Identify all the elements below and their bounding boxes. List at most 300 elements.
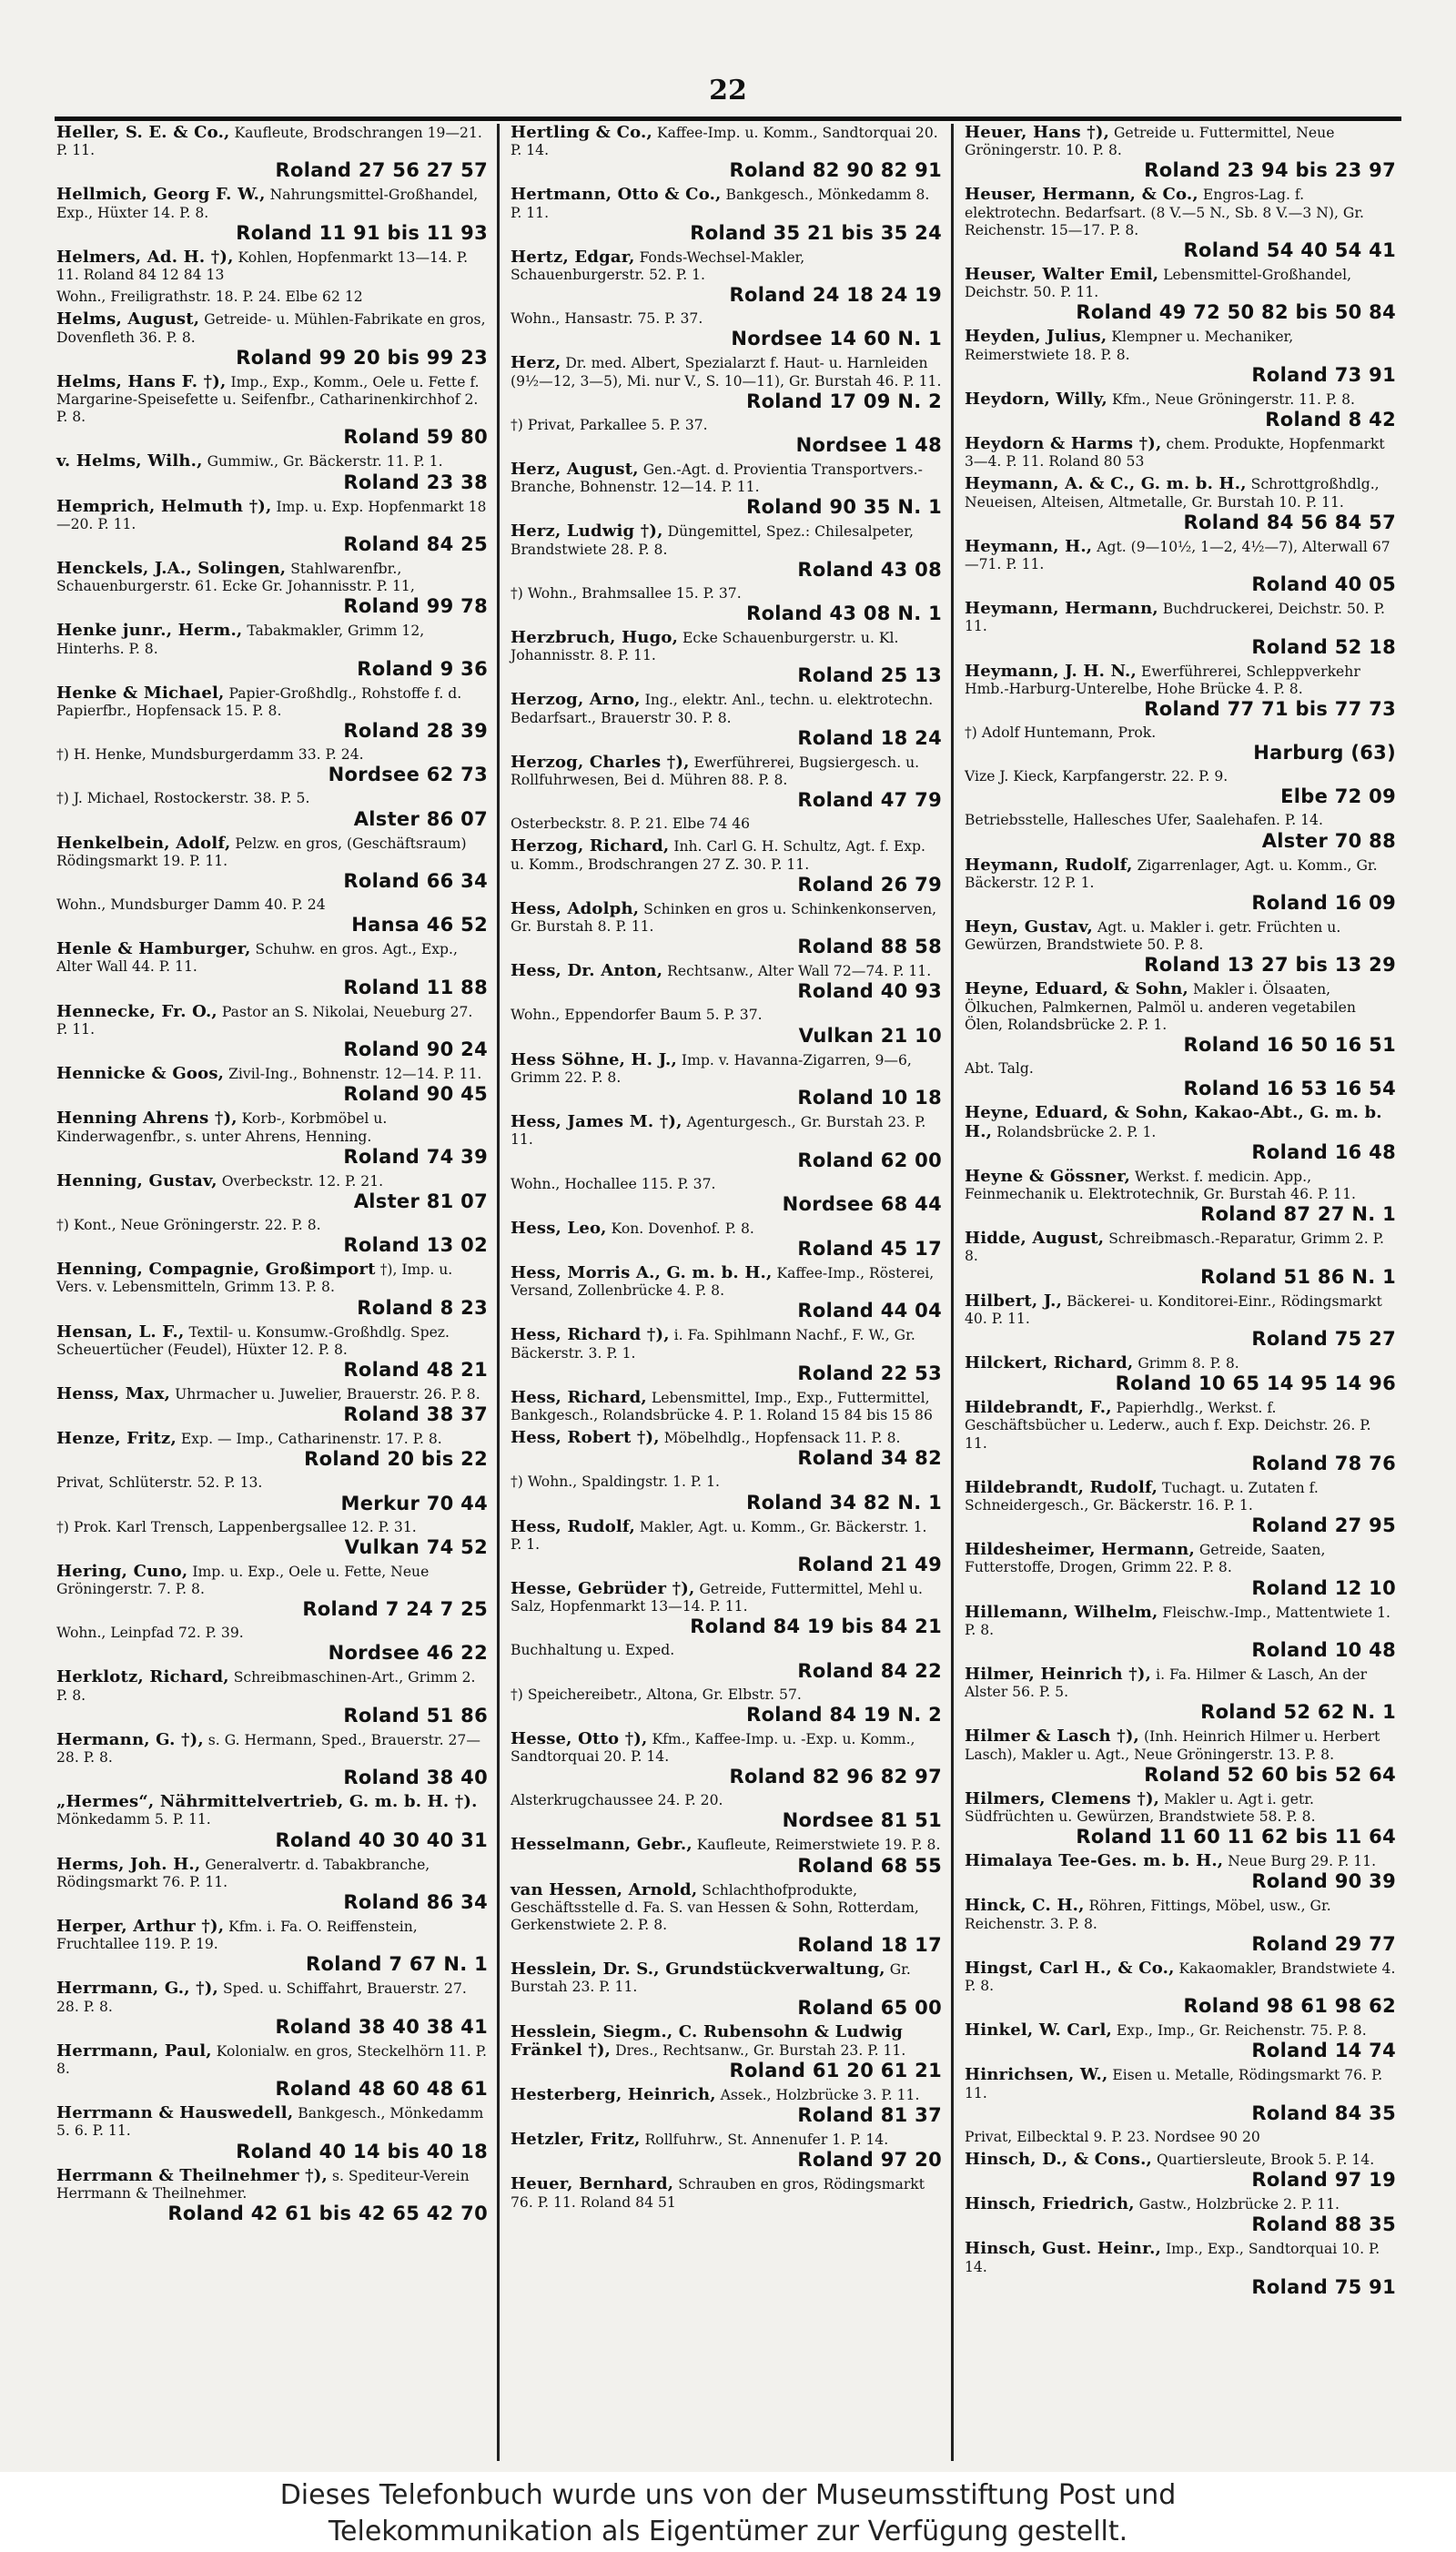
listing-name: Hermann, G. †), xyxy=(56,1729,204,1749)
phone-number: Roland 90 35 N. 1 xyxy=(746,496,942,519)
listing-details: Zivil-Ing., Bohnenstr. 12—14. P. 11. xyxy=(228,1066,482,1083)
phone-number: Nordsee 1 48 xyxy=(795,434,942,457)
listing-details: Inh. Carl G. H. Schultz, Agt. f. Exp. u. Komm., Brodschrangen 27 Z. 30. P. 11. xyxy=(511,838,925,873)
listing-name: Hess, Robert †), xyxy=(511,1428,660,1448)
listing-details: Buchdruckerei, Deichstr. 50. P. 11. xyxy=(965,601,1386,635)
phone-number: Hansa 46 52 xyxy=(351,914,488,937)
phone-number: Roland 84 56 84 57 xyxy=(1183,511,1396,533)
listing-name: Hesslein, Siegm., C. Rubensohn & Ludwig Fränkel †), xyxy=(511,2021,904,2060)
listing-details: Makler u. Agt i. getr. Südfrüchten u. Gewürzen, Brandstwiete 58. P. 8. xyxy=(965,1790,1316,1825)
listing-details: Textil- u. Konsumw.-Großhdlg. Spez. Scheuertücher (Feudel), Hüxter 12. P. 8. xyxy=(56,1323,450,1358)
listing-entry xyxy=(56,186,488,243)
listing-entry xyxy=(56,1172,488,1212)
listing-entry xyxy=(511,1518,942,1575)
column-1 xyxy=(53,124,497,2461)
listing-details: Schuhw. en gros. Agt., Exp., Alter Wall 44. P. 11. xyxy=(56,941,458,976)
phone-number: Nordsee 81 51 xyxy=(782,1809,942,1832)
listing-details: Imp., Exp., Komm., Oele u. Fette f. Margarine-Speisefette u. Seifenfbr., Catharinenkirchhof 2. P. 8. xyxy=(56,373,480,426)
listing-entry xyxy=(56,310,488,368)
listing-details: Ing., elektr. Anl., techn. u. elektrotechn. Bedarfsart., Brauerstr 30. P. 8. xyxy=(511,692,934,726)
phone-number: Roland 8 42 xyxy=(1265,409,1396,431)
phone-number: Elbe 72 09 xyxy=(1280,785,1396,808)
listing-details: Kaffee-Imp. u. Komm., Sandtorquai 20. P. 14. xyxy=(511,125,938,159)
listing-name: Hess, Richard †), xyxy=(511,1325,670,1345)
phone-number: Roland 62 00 xyxy=(797,1149,942,1171)
listing-name: Herz, xyxy=(511,353,561,373)
listing-entry xyxy=(56,498,488,555)
phone-number: Roland 13 02 xyxy=(343,1234,488,1257)
listing-details: Generalvertr. d. Tabakbranche, Rödingsmarkt 76. P. 11. xyxy=(56,1856,430,1890)
listing-entry xyxy=(965,663,1396,720)
listing-name: Henle & Hamburger, xyxy=(56,939,251,959)
listing-entry xyxy=(511,1220,942,1260)
phone-number: Roland 82 96 82 97 xyxy=(729,1766,942,1788)
phone-number: Roland 10 48 xyxy=(1251,1638,1396,1661)
phone-number: Roland 27 56 27 57 xyxy=(275,159,488,182)
listing-name: „Hermes“, Nährmittelvertrieb, G. m. b. H. †). xyxy=(56,1792,478,1812)
phone-number: Roland 61 20 61 21 xyxy=(729,2059,942,2081)
listing-entry xyxy=(56,560,488,617)
listing-details: †) J. Michael, Rostockerstr. 38. P. 5. xyxy=(56,790,310,807)
listing-name: Helms, August, xyxy=(56,309,200,329)
listing-name: Hertling & Co., xyxy=(511,124,652,142)
listing-entry xyxy=(965,538,1396,595)
listing-details: Getreide- u. Mühlen-Fabrikate en gros, Dovenfleth 36. P. 8. xyxy=(56,311,486,346)
listing-details: Zigarrenlager, Agt. u. Komm., Gr. Bäckerstr. 12 P. 1. xyxy=(965,856,1378,891)
listing-entry xyxy=(965,390,1396,430)
listing-entry xyxy=(965,1168,1396,1225)
phone-number: Roland 40 14 bis 40 18 xyxy=(236,2140,488,2162)
listing-details: Kfm. i. Fa. O. Reiffenstein, Fruchtallee 119. P. 19. xyxy=(56,1918,418,1953)
listing-entry xyxy=(965,1960,1396,2017)
directory-columns xyxy=(53,124,1405,2461)
phone-number: Alster 81 07 xyxy=(353,1190,488,1212)
listing-name: Hesslein, Dr. S., Grundstückverwaltung, xyxy=(511,1960,885,1980)
listing-entry xyxy=(965,1790,1396,1848)
phone-number: Roland 49 72 50 82 bis 50 84 xyxy=(1076,301,1396,324)
listing-details: (Inh. Heinrich Hilmer u. Herbert Lasch), Makler u. Agt., Neue Gröningerstr. 13. P. 8. xyxy=(965,1728,1380,1763)
listing-details: Getreide, Saaten, Futterstoffe, Drogen, Grimm 22. P. 8. xyxy=(965,1542,1326,1576)
phone-number: Roland 24 18 24 19 xyxy=(729,284,942,307)
phone-number: Roland 82 90 82 91 xyxy=(729,159,942,182)
listing-entry xyxy=(511,2023,942,2081)
listing-name: Henss, Max, xyxy=(56,1383,171,1403)
listing-details: Düngemittel, Spez.: Chilesalpeter, Brandstwiete 28. P. 8. xyxy=(511,523,914,558)
listing-details: Ewerführerei, Schleppverkehr Hmb.-Harburg-Unterelbe, Hohe Brücke 4. P. 8. xyxy=(965,663,1360,697)
listing-entry xyxy=(511,354,942,411)
listing-details: Quartiersleute, Brook 5. P. 14. xyxy=(1157,2152,1375,2168)
phone-number: Roland 16 09 xyxy=(1251,892,1396,915)
listing-entry xyxy=(511,1730,942,1787)
listing-entry xyxy=(511,1960,942,2018)
listing-entry xyxy=(965,856,1396,914)
listing-name: Heydorn, Willy, xyxy=(965,389,1108,409)
listing-entry xyxy=(511,2131,942,2171)
listing-details: †) Wohn., Spaldingstr. 1. P. 1. xyxy=(511,1473,720,1491)
listing-details: Gastw., Holzbrücke 2. P. 11. xyxy=(1138,2196,1340,2213)
listing-entry xyxy=(56,1918,488,1975)
phone-number: Roland 77 71 bis 77 73 xyxy=(1144,698,1396,721)
listing-details: Exp., Imp., Gr. Reichenstr. 75. P. 8. xyxy=(1116,2022,1367,2040)
listing-name: Hidde, August, xyxy=(965,1229,1105,1249)
phone-number: Roland 7 67 N. 1 xyxy=(306,1953,488,1976)
listing-name: Henckels, J.A., Solingen, xyxy=(56,559,287,579)
listing-details: Imp. u. Exp., Oele u. Fette, Neue Gröningerstr. 7. P. 8. xyxy=(56,1563,430,1597)
listing-details: Agt. (9—10½, 1—2, 4½—7), Alterwall 67—71. P. 11. xyxy=(965,538,1390,573)
listing-details: Agenturgesch., Gr. Burstah 23. P. 11. xyxy=(511,1114,926,1149)
listing-entry xyxy=(965,1897,1396,1954)
listing-subline xyxy=(965,812,1396,851)
phone-number: Harburg (63) xyxy=(1253,742,1396,765)
phone-number: Roland 84 19 bis 84 21 xyxy=(690,1615,942,1638)
listing-entry xyxy=(511,1881,942,1957)
listing-details: Schrottgroßhdlg., Neueisen, Alteisen, Altmetalle, Gr. Burstah 10. P. 11. xyxy=(965,476,1380,511)
listing-entry xyxy=(511,1113,942,1170)
listing-subline xyxy=(511,1473,942,1513)
listing-details: Werkst. f. medicin. App., Feinmechanik u. Elektrotechnik, Gr. Burstah 46. P. 11. xyxy=(965,1168,1356,1202)
listing-name: Hess, Richard, xyxy=(511,1387,647,1407)
phone-number: Roland 84 22 xyxy=(797,1659,942,1682)
phone-number: Roland 16 53 16 54 xyxy=(1183,1078,1396,1100)
listing-details: i. Fa. Spihlmann Nachf., F. W., Gr. Bäckerstr. 3. P. 1. xyxy=(511,1327,915,1362)
listing-entry xyxy=(511,837,942,895)
phone-number: Roland 51 86 xyxy=(343,1704,488,1727)
listing-entry xyxy=(511,522,942,580)
listing-details: Bankgesch., Mönkedamm 8. P. 11. xyxy=(511,187,930,221)
phone-number: Roland 16 50 16 51 xyxy=(1183,1034,1396,1057)
listing-details: †) Prok. Karl Trensch, Lappenbergsallee 12. P. 31. xyxy=(56,1518,417,1535)
listing-name: Henze, Fritz, xyxy=(56,1429,177,1449)
listing-name: Heller, S. E. & Co., xyxy=(56,124,230,142)
phone-number: Roland 97 20 xyxy=(797,2149,942,2172)
listing-details: Kaufleute, Reimerstwiete 19. P. 8. xyxy=(696,1837,941,1854)
listing-subline xyxy=(56,1625,488,1664)
phone-number: Roland 54 40 54 41 xyxy=(1183,239,1396,262)
listing-subline xyxy=(965,768,1396,807)
listing-name: Herklotz, Richard, xyxy=(56,1667,229,1687)
phone-number: Roland 7 24 7 25 xyxy=(302,1598,488,1621)
listing-name: Hess, Dr. Anton, xyxy=(511,961,663,981)
listing-details: Kaufleute, Brodschrangen 19—21. P. 11. xyxy=(56,125,482,159)
listing-details: Tuchagt. u. Zutaten f. Schneidergesch., Gr. Bäckerstr. 16. P. 1. xyxy=(965,1479,1319,1514)
listing-name: van Hessen, Arnold, xyxy=(511,1879,698,1899)
phone-number: Merkur 70 44 xyxy=(340,1492,488,1514)
listing-details: Gr. Burstah 23. P. 11. xyxy=(511,1961,911,1996)
listing-details: Exp. — Imp., Catharinenstr. 17. P. 8. xyxy=(180,1431,442,1448)
listing-details: Tabakmakler, Grimm 12, Hinterhs. P. 8. xyxy=(56,623,425,657)
listing-entry xyxy=(965,1541,1396,1598)
phone-number: Roland 40 05 xyxy=(1251,573,1396,596)
listing-name: Hinrichsen, W., xyxy=(965,2065,1108,2085)
listing-name: Herzbruch, Hugo, xyxy=(511,628,679,648)
phone-number: Roland 35 21 bis 35 24 xyxy=(690,221,942,244)
listing-details: Rollfuhrw., St. Annenufer 1. P. 14. xyxy=(644,2132,889,2149)
listing-details: Buchhaltung u. Exped. xyxy=(511,1642,675,1659)
phone-number: Nordsee 46 22 xyxy=(328,1642,488,1665)
listing-details: Abt. Talg. xyxy=(965,1060,1034,1078)
listing-name: Herz, August, xyxy=(511,460,639,480)
listing-details: Kfm., Neue Gröningerstr. 11. P. 8. xyxy=(1112,390,1356,408)
phone-number: Roland 16 48 xyxy=(1251,1140,1396,1163)
listing-entry xyxy=(965,328,1396,385)
listing-details: Fonds-Wechsel-Makler, Schauenburgerstr. 52. P. 1. xyxy=(511,248,805,284)
listing-name: Herrmann, G., †), xyxy=(56,1979,218,1999)
listing-entry xyxy=(511,124,942,181)
listing-details: Rolandsbrücke 2. P. 1. xyxy=(996,1123,1157,1140)
listing-name: Hesselmann, Gebr., xyxy=(511,1835,693,1855)
listing-details: †), Imp. u. Vers. v. Lebensmitteln, Grimm 13. P. 8. xyxy=(56,1261,453,1296)
listing-details: Gen.-Agt. d. Provientia Transportvers.-Branche, Bohnenstr. 12—14. P. 11. xyxy=(511,461,923,496)
listing-subline xyxy=(511,1007,942,1046)
listing-entry xyxy=(56,1385,488,1425)
phone-number: Roland 90 39 xyxy=(1251,1870,1396,1893)
phone-number: Roland 18 17 xyxy=(797,1934,942,1957)
listing-entry xyxy=(965,186,1396,261)
listing-details: Schrauben en gros, Rödingsmarkt 76. P. 11. Roland 84 51 xyxy=(511,2176,925,2211)
listing-subline xyxy=(56,790,488,829)
listing-entry xyxy=(965,1604,1396,1661)
listing-name: Hinck, C. H., xyxy=(965,1896,1085,1916)
listing-entry xyxy=(965,475,1396,532)
listing-entry xyxy=(511,1264,942,1322)
listing-details: Röhren, Fittings, Möbel, usw., Gr. Reichenstr. 3. P. 8. xyxy=(965,1898,1331,1932)
listing-details: Grimm 8. P. 8. xyxy=(1138,1354,1239,1372)
listing-subline xyxy=(56,896,488,936)
phone-number: Roland 29 77 xyxy=(1251,1932,1396,1955)
listing-name: Hensan, L. F., xyxy=(56,1322,185,1342)
listing-name: Hertmann, Otto & Co., xyxy=(511,185,722,205)
listing-name: Hinsch, Gust. Heinr., xyxy=(965,2239,1162,2259)
listing-name: Heydorn & Harms †), xyxy=(965,434,1162,454)
listing-details: Kon. Dovenhof. P. 8. xyxy=(611,1220,754,1237)
listing-entry xyxy=(511,248,942,306)
phone-number: Roland 75 27 xyxy=(1251,1327,1396,1350)
listing-entry xyxy=(965,1479,1396,1536)
listing-name: Herper, Arthur †), xyxy=(56,1916,225,1936)
listing-name: Henke & Michael, xyxy=(56,683,225,703)
listing-entry xyxy=(965,1852,1396,1892)
phone-number: Nordsee 68 44 xyxy=(782,1192,942,1215)
phone-number: Roland 44 04 xyxy=(797,1300,942,1322)
listing-name: Hildebrandt, F., xyxy=(965,1398,1112,1418)
listing-subline xyxy=(511,1792,942,1831)
phone-number: Roland 66 34 xyxy=(343,870,488,893)
listing-subline xyxy=(56,1474,488,1514)
listing-details: Wohn., Hochallee 115. P. 37. xyxy=(511,1175,716,1192)
listing-details: Schreibmaschinen-Art., Grimm 2. P. 8. xyxy=(56,1669,476,1704)
listing-entry xyxy=(965,1727,1396,1785)
listing-name: Herrmann & Theilnehmer †), xyxy=(56,2165,328,2185)
listing-entry xyxy=(56,1980,488,2037)
phone-number: Roland 84 19 N. 2 xyxy=(746,1703,942,1726)
phone-number: Roland 10 18 xyxy=(797,1087,942,1109)
listing-entry xyxy=(511,2086,942,2126)
listing-details: Imp. v. Havanna-Zigarren, 9—6, Grimm 22. P. 8. xyxy=(511,1051,912,1086)
listing-entry xyxy=(56,622,488,679)
listing-subline xyxy=(56,1519,488,1558)
listing-name: Herms, Joh. H., xyxy=(56,1854,201,1874)
phone-number: Roland 11 91 bis 11 93 xyxy=(236,221,488,244)
phone-number: Roland 10 65 14 95 14 96 xyxy=(1115,1372,1396,1395)
listing-entry xyxy=(511,900,942,957)
listing-name: Hess, James M. †), xyxy=(511,1112,682,1132)
listing-entry xyxy=(511,962,942,1002)
phone-number: Roland 81 37 xyxy=(797,2104,942,2127)
listing-name: Heyden, Julius, xyxy=(965,327,1107,347)
listing-details: chem. Produkte, Hopfenmarkt 3—4. P. 11. Roland 80 53 xyxy=(965,436,1385,471)
phone-number: Roland 11 88 xyxy=(343,976,488,998)
listing-entry xyxy=(965,2240,1396,2297)
listing-name: Henning Ahrens †), xyxy=(56,1109,238,1129)
listing-subline xyxy=(511,1642,942,1681)
phone-number: Roland 68 55 xyxy=(797,1854,942,1877)
listing-details: Gummiw., Gr. Bäckerstr. 11. P. 1. xyxy=(207,453,443,471)
listing-details: Schlachthofprodukte, Geschäftsstelle d. Fa. S. van Hessen & Sohn, Rotterdam, Gerkenstwiete 2. P. 8. xyxy=(511,1881,919,1933)
listing-name: Heuser, Walter Emil, xyxy=(965,265,1159,285)
listing-subline xyxy=(965,1060,1396,1099)
listing-name: Hilmer, Heinrich †), xyxy=(965,1664,1152,1684)
listing-name: Herzog, Richard, xyxy=(511,836,670,856)
listing-entry xyxy=(965,1104,1396,1162)
listing-name: Hilbert, J., xyxy=(965,1291,1063,1311)
listing-details: Osterbeckstr. 8. P. 21. Elbe 74 46 xyxy=(511,815,751,833)
listing-name: Hildebrandt, Rudolf, xyxy=(965,1477,1158,1497)
listing-name: Heyne, Eduard, & Sohn, Kakao-Abt., G. m. b. H., xyxy=(965,1103,1382,1141)
listing-details: Wohn., Mundsburger Damm 40. P. 24 xyxy=(56,896,326,914)
listing-entry xyxy=(56,2104,488,2162)
phone-number: Roland 73 91 xyxy=(1251,363,1396,386)
listing-name: Heuser, Hermann, & Co., xyxy=(965,185,1198,205)
listing-details: Ewerführerei, Bugsiergesch. u. Rollfuhrwesen, Bei d. Mühren 88. P. 8. xyxy=(511,754,920,789)
listing-details: Overbeckstr. 12. P. 21. xyxy=(221,1172,384,1190)
listing-details: †) Kont., Neue Gröningerstr. 22. P. 8. xyxy=(56,1216,321,1233)
listing-name: Hingst, Carl H., & Co., xyxy=(965,1958,1175,1978)
listing-name: Heyn, Gustav, xyxy=(965,917,1093,937)
listing-entry xyxy=(511,186,942,243)
listing-subline xyxy=(511,1686,942,1726)
listing-name: Heymann, Hermann, xyxy=(965,599,1158,619)
listing-details: Wohn., Eppendorfer Baum 5. P. 37. xyxy=(511,1007,763,1024)
listing-entry xyxy=(56,940,488,998)
phone-number: Roland 84 25 xyxy=(343,533,488,556)
listing-name: Herrmann & Hauswedell, xyxy=(56,2103,294,2123)
phone-number: Roland 98 61 98 62 xyxy=(1183,1995,1396,2018)
listing-details: Kfm., Kaffee-Imp. u. -Exp. u. Komm., Sandtorquai 20. P. 14. xyxy=(511,1730,915,1765)
phone-number: Roland 11 60 11 62 bis 11 64 xyxy=(1076,1826,1396,1848)
phone-number: Roland 86 34 xyxy=(343,1890,488,1913)
phone-number: Roland 97 19 xyxy=(1251,2169,1396,2192)
phone-number: Roland 38 40 xyxy=(343,1767,488,1789)
listing-entry xyxy=(511,691,942,748)
phone-number: Vulkan 74 52 xyxy=(344,1535,488,1558)
phone-number: Roland 45 17 xyxy=(797,1237,942,1260)
listing-name: Hemprich, Helmuth †), xyxy=(56,496,272,516)
phone-number: Roland 43 08 N. 1 xyxy=(746,603,942,625)
phone-number: Roland 21 49 xyxy=(797,1553,942,1575)
phone-number: Roland 13 27 bis 13 29 xyxy=(1144,954,1396,977)
listing-entry xyxy=(56,1323,488,1381)
listing-name: Hinsch, D., & Cons., xyxy=(965,2150,1153,2169)
listing-details: Makler i. Ölsaaten, Ölkuchen, Palmkernen, Palmöl u. anderen vegetabilen Ölen, Rolandsbrücke 2. P. 1. xyxy=(965,981,1356,1033)
listing-entry xyxy=(56,1003,488,1060)
listing-subline xyxy=(511,417,942,456)
listing-name: Henkelbein, Adolf, xyxy=(56,833,231,853)
listing-name: Hesse, Gebrüder †), xyxy=(511,1578,695,1598)
phone-number: Roland 88 35 xyxy=(1251,2213,1396,2236)
phone-number: Roland 17 09 N. 2 xyxy=(746,390,942,412)
phone-number: Nordsee 62 73 xyxy=(328,764,488,786)
listing-entry xyxy=(965,1354,1396,1394)
listing-details: Wohn., Freiligrathstr. 18. P. 24. Elbe 62 12 xyxy=(56,289,363,306)
listing-details: Lebensmittel, Imp., Exp., Futtermittel, Bankgesch., Rolandsbrücke 4. P. 1. Roland 15 84 bis 15 86 xyxy=(511,1389,933,1423)
listing-details: Klempner u. Mechaniker, Reimerstwiete 18. P. 8. xyxy=(965,329,1294,363)
phone-number: Roland 38 37 xyxy=(343,1403,488,1426)
footer-line-2: Telekommunikation als Eigentümer zur Verfügung gestellt. xyxy=(328,2516,1128,2547)
listing-details: i. Fa. Hilmer & Lasch, An der Alster 56. P. 5. xyxy=(965,1666,1368,1701)
listing-entry xyxy=(56,835,488,892)
page-number: 22 xyxy=(709,75,747,106)
listing-details: Papier-Großhdlg., Rohstoffe f. d. Papierfbr., Hopfensack 15. P. 8. xyxy=(56,684,462,720)
listing-details: Schinken en gros u. Schinkenkonserven, Gr. Burstah 8. P. 11. xyxy=(511,900,937,936)
phone-number: Roland 42 61 bis 42 65 42 70 xyxy=(167,2203,488,2224)
phone-number: Roland 22 53 xyxy=(797,1362,942,1384)
listing-name: Hildesheimer, Hermann, xyxy=(965,1540,1195,1560)
phone-number: Nordsee 14 60 N. 1 xyxy=(731,328,942,350)
listing-entry xyxy=(965,980,1396,1056)
listing-name: Heuer, Bernhard, xyxy=(511,2174,674,2194)
listing-details: †) Speichereibetr., Altona, Gr. Elbstr. 57. xyxy=(511,1686,802,1703)
phone-number: Roland 52 62 N. 1 xyxy=(1200,1701,1396,1724)
listing-subline xyxy=(56,289,488,306)
listing-name: Hess, Morris A., G. m. b. H., xyxy=(511,1262,773,1282)
listing-name: Herz, Ludwig †), xyxy=(511,522,663,542)
listing-entry xyxy=(965,2066,1396,2123)
listing-name: Henning, Gustav, xyxy=(56,1170,217,1190)
listing-name: Helmers, Ad. H. †), xyxy=(56,247,234,267)
listing-details: Makler, Agt. u. Komm., Gr. Bäckerstr. 1. P. 1. xyxy=(511,1518,927,1553)
listing-name: Hering, Cuno, xyxy=(56,1561,188,1581)
listing-subline xyxy=(965,2129,1396,2146)
phone-number: Roland 84 35 xyxy=(1251,2101,1396,2124)
column-3 xyxy=(951,124,1405,2461)
phone-number: Roland 47 79 xyxy=(797,789,942,812)
listing-entry xyxy=(56,2042,488,2100)
phone-number: Roland 12 10 xyxy=(1251,1576,1396,1599)
phone-number: Roland 52 18 xyxy=(1251,635,1396,658)
listing-name: Himalaya Tee-Ges. m. b. H., xyxy=(965,1851,1224,1871)
listing-entry xyxy=(56,1793,488,1850)
listing-entry xyxy=(511,1580,942,1637)
listing-details: s. G. Hermann, Sped., Brauerstr. 27—28. P. 8. xyxy=(56,1731,480,1766)
listing-entry xyxy=(965,124,1396,181)
listing-entry xyxy=(511,2175,942,2211)
listing-details: Uhrmacher u. Juwelier, Brauerstr. 26. P. 8. xyxy=(175,1385,480,1403)
listing-name: Hinkel, W. Carl, xyxy=(965,2020,1112,2041)
header-rule xyxy=(55,116,1401,121)
listing-details: Pastor an S. Nikolai, Neueburg 27. P. 11. xyxy=(56,1003,473,1038)
listing-details: Wohn., Hansastr. 75. P. 37. xyxy=(511,310,703,328)
listing-entry xyxy=(511,629,942,686)
listing-details: Möbelhdlg., Hopfensack 11. P. 8. xyxy=(663,1430,901,1447)
phone-number: Roland 90 45 xyxy=(343,1083,488,1106)
listing-name: Hennicke & Goos, xyxy=(56,1064,225,1084)
listing-details: Agt. u. Makler i. getr. Früchten u. Gewürzen, Brandstwiete 50. P. 8. xyxy=(965,919,1341,954)
listing-entry xyxy=(56,1668,488,1726)
listing-name: Hertz, Edgar, xyxy=(511,247,635,267)
phone-number: Roland 25 13 xyxy=(797,664,942,687)
footer-notice xyxy=(0,2472,1456,2552)
listing-details: s. Spediteur-Verein Herrmann & Theilnehmer. xyxy=(56,2167,470,2202)
